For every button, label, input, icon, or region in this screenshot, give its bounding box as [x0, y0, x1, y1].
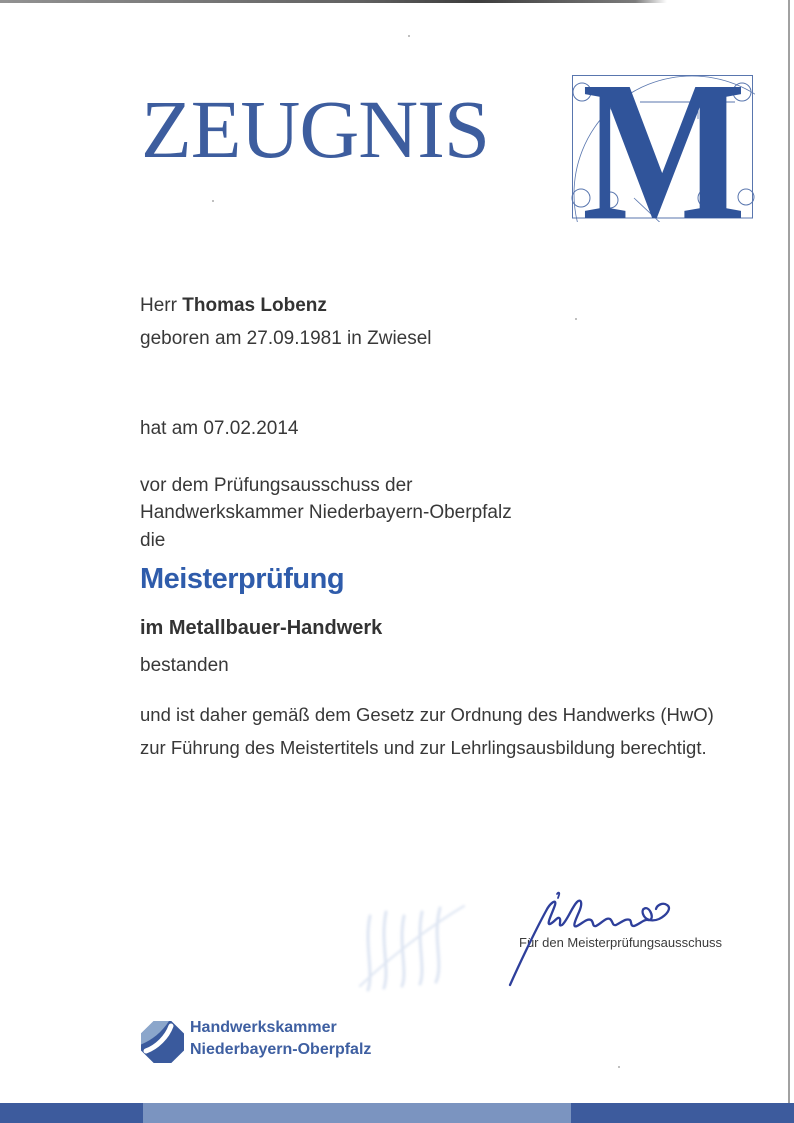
committee-line-3: die — [140, 530, 166, 551]
scan-speck — [618, 1066, 620, 1068]
legal-line-2: zur Führung des Meistertitels und zur Lehrlingsausbildung berechtigt. — [140, 737, 707, 758]
scan-artifact-top-edge — [0, 0, 794, 3]
footer-bar-segment-dark-right — [571, 1103, 794, 1123]
scan-speck — [212, 200, 214, 202]
exam-date-line: hat am 07.02.2014 — [140, 418, 299, 439]
signature-caption: Für den Meisterprüfungsausschuss — [519, 935, 723, 950]
footer-bar-segment-dark-left — [0, 1103, 143, 1123]
org-logo-icon — [140, 1020, 185, 1064]
certificate-title: ZEUGNIS — [141, 83, 490, 175]
committee-line-1: vor dem Prüfungsausschuss der — [140, 475, 413, 496]
recipient-line — [140, 294, 327, 318]
signature-handwriting-icon — [500, 891, 680, 991]
scan-speck — [408, 35, 410, 37]
birth-line: geboren am 27.09.1981 in Zwiesel — [140, 328, 432, 349]
meister-m-logo-icon — [570, 72, 755, 222]
trade-line: im Metallbauer-Handwerk — [140, 617, 383, 639]
committee-line-2: Handwerkskammer Niederbayern-Oberpfalz — [140, 502, 512, 523]
recipient-salutation: Herr — [140, 295, 177, 316]
org-name — [190, 1017, 371, 1061]
footer-bar-segment-light — [143, 1103, 571, 1123]
legal-line-1: und ist daher gemäß dem Gesetz zur Ordnung des Handwerks (HwO) — [140, 704, 714, 725]
scan-artifact-right-edge — [788, 0, 790, 1123]
svg-text:M: M — [582, 72, 746, 222]
org-name-line-2: Niederbayern-Oberpfalz — [190, 1041, 372, 1058]
exam-title: Meisterprüfung — [140, 563, 345, 595]
recipient-name: Thomas Lobenz — [182, 295, 327, 316]
org-name-line-1: Handwerkskammer — [190, 1019, 337, 1036]
footer-bar — [0, 1103, 794, 1123]
scan-speck — [575, 318, 577, 320]
seal-ghost-icon — [352, 898, 477, 996]
result-line: bestanden — [140, 655, 229, 676]
